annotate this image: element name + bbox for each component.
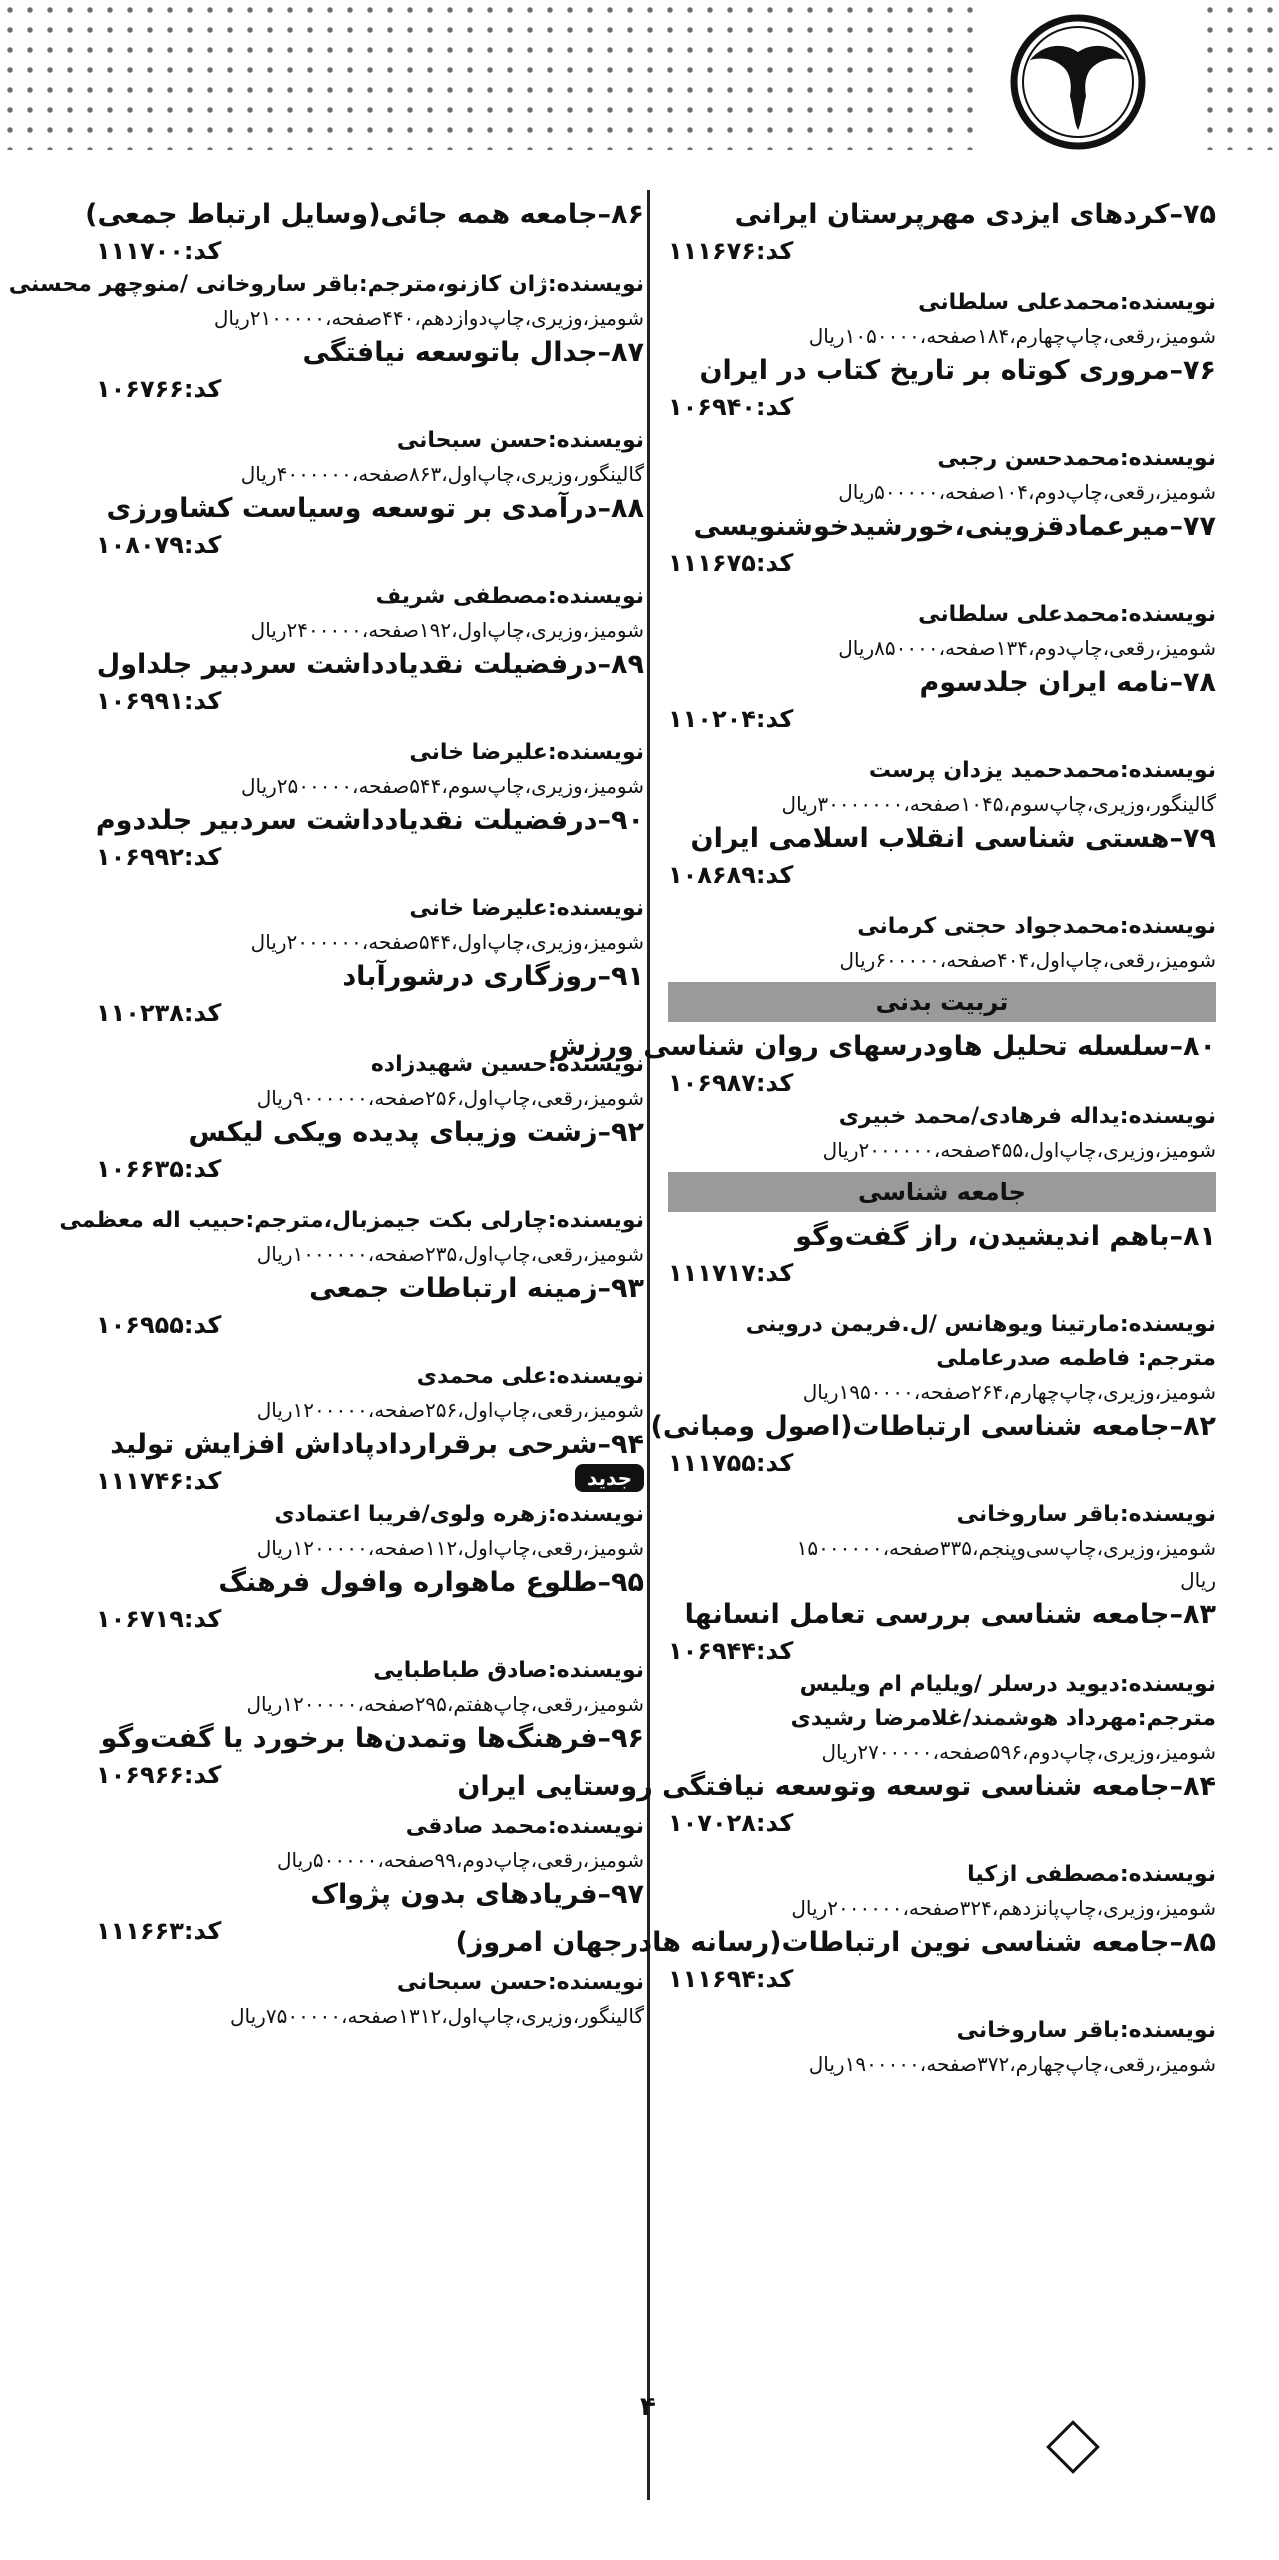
book-entry-96 [96, 1720, 644, 1876]
book-specs: گالینگور،وزیری،چاپ‌اول،۱۳۱۲صفحه،۷۵۰۰۰۰۰ریال [229, 2004, 644, 2028]
book-translator: مترجم:مهرداد هوشمند/غلامرضا رشیدی [790, 1706, 1216, 1731]
book-author: نویسنده:محمدجواد حجتی کرمانی [857, 914, 1216, 939]
book-author: نویسنده:باقر ساروخانی [956, 1502, 1216, 1527]
book-specs: گالینگور،وزیری،چاپ‌اول،۸۶۳صفحه،۴۰۰۰۰۰۰ریال [240, 462, 644, 486]
book-code: کد:۱۱۱۶۶۳ [96, 1917, 222, 1945]
book-code: کد:۱۰۸۶۸۹ [668, 861, 794, 889]
book-entry-83 [668, 1596, 1216, 1768]
book-entry-97 [96, 1876, 644, 2032]
book-specs: شومیز،وزیری،چاپ‌سی‌وپنجم،۳۳۵صفحه،۱۵۰۰۰۰۰۰ [796, 1536, 1216, 1560]
book-entry-86 [8, 196, 644, 334]
book-author: نویسنده:ژان کازنو،مترجم:باقر ساروخانی /منوچهر محسنی [8, 272, 644, 297]
book-author: نویسنده:چارلی بکت جیمزبال،مترجم:حبیب اله معظمی [59, 1208, 644, 1233]
book-entry-93 [96, 1270, 644, 1426]
book-entry-78 [668, 664, 1216, 820]
book-title: ۸۱–باهم اندیشیدن، راز گفت‌وگو [795, 1221, 1216, 1252]
book-author: نویسنده:محمدعلی سلطانی [918, 602, 1216, 627]
book-title: ۹۶–فرهنگ‌ها وتمدن‌ها برخورد یا گفت‌وگو [100, 1723, 644, 1754]
book-code: کد:۱۰۶۹۹۲ [96, 843, 222, 871]
book-specs: شومیز،رقعی،چاپ‌اول،۴۰۴صفحه،۶۰۰۰۰۰ریال [839, 948, 1216, 972]
book-entry-88 [96, 490, 644, 646]
book-entry-89 [96, 646, 644, 802]
book-entry-95 [96, 1564, 644, 1720]
book-author: نویسنده:علیرضا خانی [409, 896, 644, 921]
book-entry-82 [650, 1408, 1216, 1596]
book-entry-92 [59, 1114, 644, 1270]
book-title: ۸۶–جامعه همه جائی(وسایل ارتباط جمعی) [85, 199, 644, 230]
book-title: ۹۷–فریادهای بدون پژواک [310, 1879, 644, 1910]
book-code: کد:۱۰۶۹۵۵ [96, 1311, 222, 1339]
book-title: ۹۵–طلوع ماهواره وافول فرهنگ [218, 1567, 644, 1598]
book-entry-94 [96, 1426, 644, 1564]
book-author: نویسنده:دیوید درسلر /ویلیام ام ویلیس [799, 1672, 1216, 1697]
book-specs: شومیز،رقعی،چاپ‌اول،۱۱۲صفحه،۱۲۰۰۰۰۰ریال [256, 1536, 644, 1560]
book-code: کد:۱۱۱۷۰۰ [96, 237, 222, 265]
book-entry-87 [96, 334, 644, 490]
book-code: کد:۱۰۷۰۲۸ [668, 1809, 794, 1837]
book-author: نویسنده:حسن سبحانی [396, 1970, 644, 1995]
book-specs: شومیز،وزیری،چاپ‌چهارم،۲۶۴صفحه،۱۹۵۰۰۰۰ریال [802, 1380, 1216, 1404]
section-header-physical-education: تربیت بدنی [668, 982, 1216, 1022]
book-code: کد:۱۰۶۹۶۶ [96, 1761, 222, 1789]
book-specs: شومیز،رقعی،چاپ‌اول،۲۵۶صفحه،۹۰۰۰۰۰۰ریال [256, 1086, 644, 1110]
book-author: نویسنده:محمدعلی سلطانی [918, 290, 1216, 315]
publisher-logo-icon [1008, 12, 1148, 152]
book-code: کد:۱۱۱۷۱۷ [668, 1259, 794, 1287]
book-title: ۸۲–جامعه شناسی ارتباطات(اصول ومبانی) [650, 1411, 1216, 1442]
book-title: ۹۴–شرحی برقراردادپاداش افزایش تولید [110, 1429, 644, 1460]
book-entry-77 [668, 508, 1216, 664]
book-author: نویسنده:زهره ولوی/فریبا اعتمادی [274, 1502, 644, 1527]
book-author: نویسنده:محمد صادقی [405, 1814, 644, 1839]
book-title: ۹۱–روزگاری درشورآباد [342, 961, 644, 992]
book-author: نویسنده:علیرضا خانی [409, 740, 644, 765]
book-code: کد:۱۰۶۷۱۹ [96, 1605, 222, 1633]
book-entry-80 [548, 1028, 1216, 1166]
book-entry-75 [668, 196, 1216, 352]
book-code: کد:۱۰۶۹۴۴ [668, 1637, 794, 1665]
book-specs: شومیز،وزیری،چاپ‌اول،۴۵۵صفحه،۲۰۰۰۰۰۰ریال [822, 1138, 1216, 1162]
book-code: کد:۱۱۰۲۰۴ [668, 705, 794, 733]
book-entry-81 [668, 1218, 1216, 1408]
book-title: ۸۴–جامعه شناسی توسعه وتوسعه نیافتگی روستایی ایران [457, 1771, 1216, 1802]
book-code: کد:۱۰۶۶۳۵ [96, 1155, 222, 1183]
book-code: کد:۱۰۶۹۸۷ [668, 1069, 794, 1097]
book-specs: شومیز،رقعی،چاپ‌اول،۲۵۶صفحه،۱۲۰۰۰۰۰ریال [256, 1398, 644, 1422]
book-code: کد:۱۰۸۰۷۹ [96, 531, 222, 559]
book-title: ۹۳–زمینه ارتباطات جمعی [309, 1273, 644, 1304]
book-specs: شومیز،وزیری،چاپ‌اول،۱۹۲صفحه،۲۴۰۰۰۰۰ریال [250, 618, 644, 642]
book-code: کد:۱۰۶۷۶۶ [96, 375, 222, 403]
book-translator: مترجم: فاطمه صدرعاملی [936, 1346, 1216, 1371]
book-title: ۸۷–جدال باتوسعه نیافتگی [302, 337, 644, 368]
book-title: ۷۹–هستی شناسی انقلاب اسلامی ایران [690, 823, 1216, 854]
book-title: ۷۷–میرعمادقزوینی،خورشیدخوشنویسی [693, 511, 1216, 542]
book-specs: شومیز،رقعی،چاپ‌چهارم،۳۷۲صفحه،۱۹۰۰۰۰۰ریال [808, 2052, 1216, 2076]
book-title: ۷۵–کردهای ایزدی مهرپرستان ایرانی [734, 199, 1216, 230]
book-title: ۸۰–سلسله تحلیل هاودرسهای روان شناسی ورزش [548, 1031, 1216, 1062]
book-code: کد:۱۱۱۶۷۶ [668, 237, 794, 265]
book-title: ۷۶–مروری کوتاه بر تاریخ کتاب در ایران [699, 355, 1216, 386]
page-number: ۴ [640, 2392, 656, 2422]
book-specs: شومیز،وزیری،چاپ‌دوازدهم،۴۴۰صفحه،۲۱۰۰۰۰۰ریال [213, 306, 644, 330]
book-specs: شومیز،رقعی،چاپ‌دوم،۹۹صفحه،۵۰۰۰۰۰ریال [277, 1848, 644, 1872]
book-code: کد:۱۱۰۲۳۸ [96, 999, 222, 1027]
book-specs: شومیز،وزیری،چاپ‌دوم،۵۹۶صفحه،۲۷۰۰۰۰۰ریال [821, 1740, 1216, 1764]
book-specs: گالینگور،وزیری،چاپ‌سوم،۱۰۴۵صفحه،۳۰۰۰۰۰۰۰ریال [781, 792, 1216, 816]
book-entry-76 [668, 352, 1216, 508]
book-specs: شومیز،وزیری،چاپ‌پانزدهم،۳۲۴صفحه،۲۰۰۰۰۰۰ریال [791, 1896, 1216, 1920]
book-specs: شومیز،رقعی،چاپ‌اول،۲۳۵صفحه،۱۰۰۰۰۰۰ریال [256, 1242, 644, 1266]
book-code: کد:۱۱۱۷۵۵ [668, 1449, 794, 1477]
book-code: کد:۱۱۱۶۷۵ [668, 549, 794, 577]
book-title: ۸۳–جامعه شناسی بررسی تعامل انسانها [684, 1599, 1216, 1630]
dot-pattern-right [1200, 0, 1279, 150]
book-code: کد:۱۰۶۹۴۰ [668, 393, 794, 421]
book-entry-79 [668, 820, 1216, 976]
book-title: ۹۰–درفضیلت نقدیادداشت سردبیر جلددوم [95, 805, 644, 836]
book-specs: شومیز،رقعی،چاپ‌هفتم،۲۹۵صفحه،۱۲۰۰۰۰۰ریال [246, 1692, 644, 1716]
column-divider [647, 190, 650, 2500]
book-author: نویسنده:صادق طباطبایی [373, 1658, 644, 1683]
book-code: کد:۱۱۱۶۹۴ [668, 1965, 794, 1993]
book-author: نویسنده:مارتینا ویوهانس /ل.فریمن دروینی [745, 1312, 1216, 1337]
book-author: نویسنده:مصطفی شریف [375, 584, 644, 609]
left-column [8, 196, 644, 2032]
book-code: کد:۱۱۱۷۴۶ [96, 1467, 222, 1495]
book-title: ۸۵–جامعه شناسی نوین ارتباطات(رسانه هادرجهان امروز) [455, 1927, 1216, 1958]
book-specs: شومیز،رقعی،چاپ‌چهارم،۱۸۴صفحه،۱۰۵۰۰۰۰ریال [808, 324, 1216, 348]
new-badge: جدید [575, 1464, 644, 1492]
book-title: ۸۹–درفضیلت نقدیادداشت سردبیر جلداول [96, 649, 644, 680]
book-specs: شومیز،وزیری،چاپ‌سوم،۵۴۴صفحه،۲۵۰۰۰۰۰ریال [240, 774, 644, 798]
book-specs: شومیز،وزیری،چاپ‌اول،۵۴۴صفحه،۲۰۰۰۰۰۰ریال [250, 930, 644, 954]
dot-pattern-left [0, 0, 980, 150]
book-specs: شومیز،رقعی،چاپ‌دوم،۱۰۴صفحه،۵۰۰۰۰۰ریال [838, 480, 1216, 504]
book-entry-91 [96, 958, 644, 1114]
book-code: کد:۱۰۶۹۹۱ [96, 687, 222, 715]
book-author: نویسنده:محمدحسن رجبی [937, 446, 1216, 471]
book-author: نویسنده:یداله فرهادی/محمد خبیری [838, 1104, 1216, 1129]
book-author: نویسنده:علی محمدی [416, 1364, 644, 1389]
book-author: نویسنده:حسین شهیدزاده [370, 1052, 644, 1077]
book-author: نویسنده:محمدحمید یزدان پرست [868, 758, 1216, 783]
book-author: نویسنده:باقر ساروخانی [956, 2018, 1216, 2043]
book-title: ۹۲–زشت وزیبای پدیده ویکی لیکس [188, 1117, 644, 1148]
book-title: ۸۸–درآمدی بر توسعه وسیاست کشاورزی [106, 493, 644, 524]
book-entry-90 [96, 802, 644, 958]
book-specs: شومیز،رقعی،چاپ‌دوم،۱۳۴صفحه،۸۵۰۰۰۰ریال [838, 636, 1216, 660]
section-header-sociology: جامعه شناسی [668, 1172, 1216, 1212]
book-title: ۷۸–نامه ایران جلدسوم [919, 667, 1216, 698]
diamond-icon [1046, 2420, 1100, 2474]
book-author: نویسنده:حسن سبحانی [396, 428, 644, 453]
book-author: نویسنده:مصطفی ازکیا [967, 1862, 1216, 1887]
book-specs-continued: ریال [1180, 1568, 1216, 1592]
